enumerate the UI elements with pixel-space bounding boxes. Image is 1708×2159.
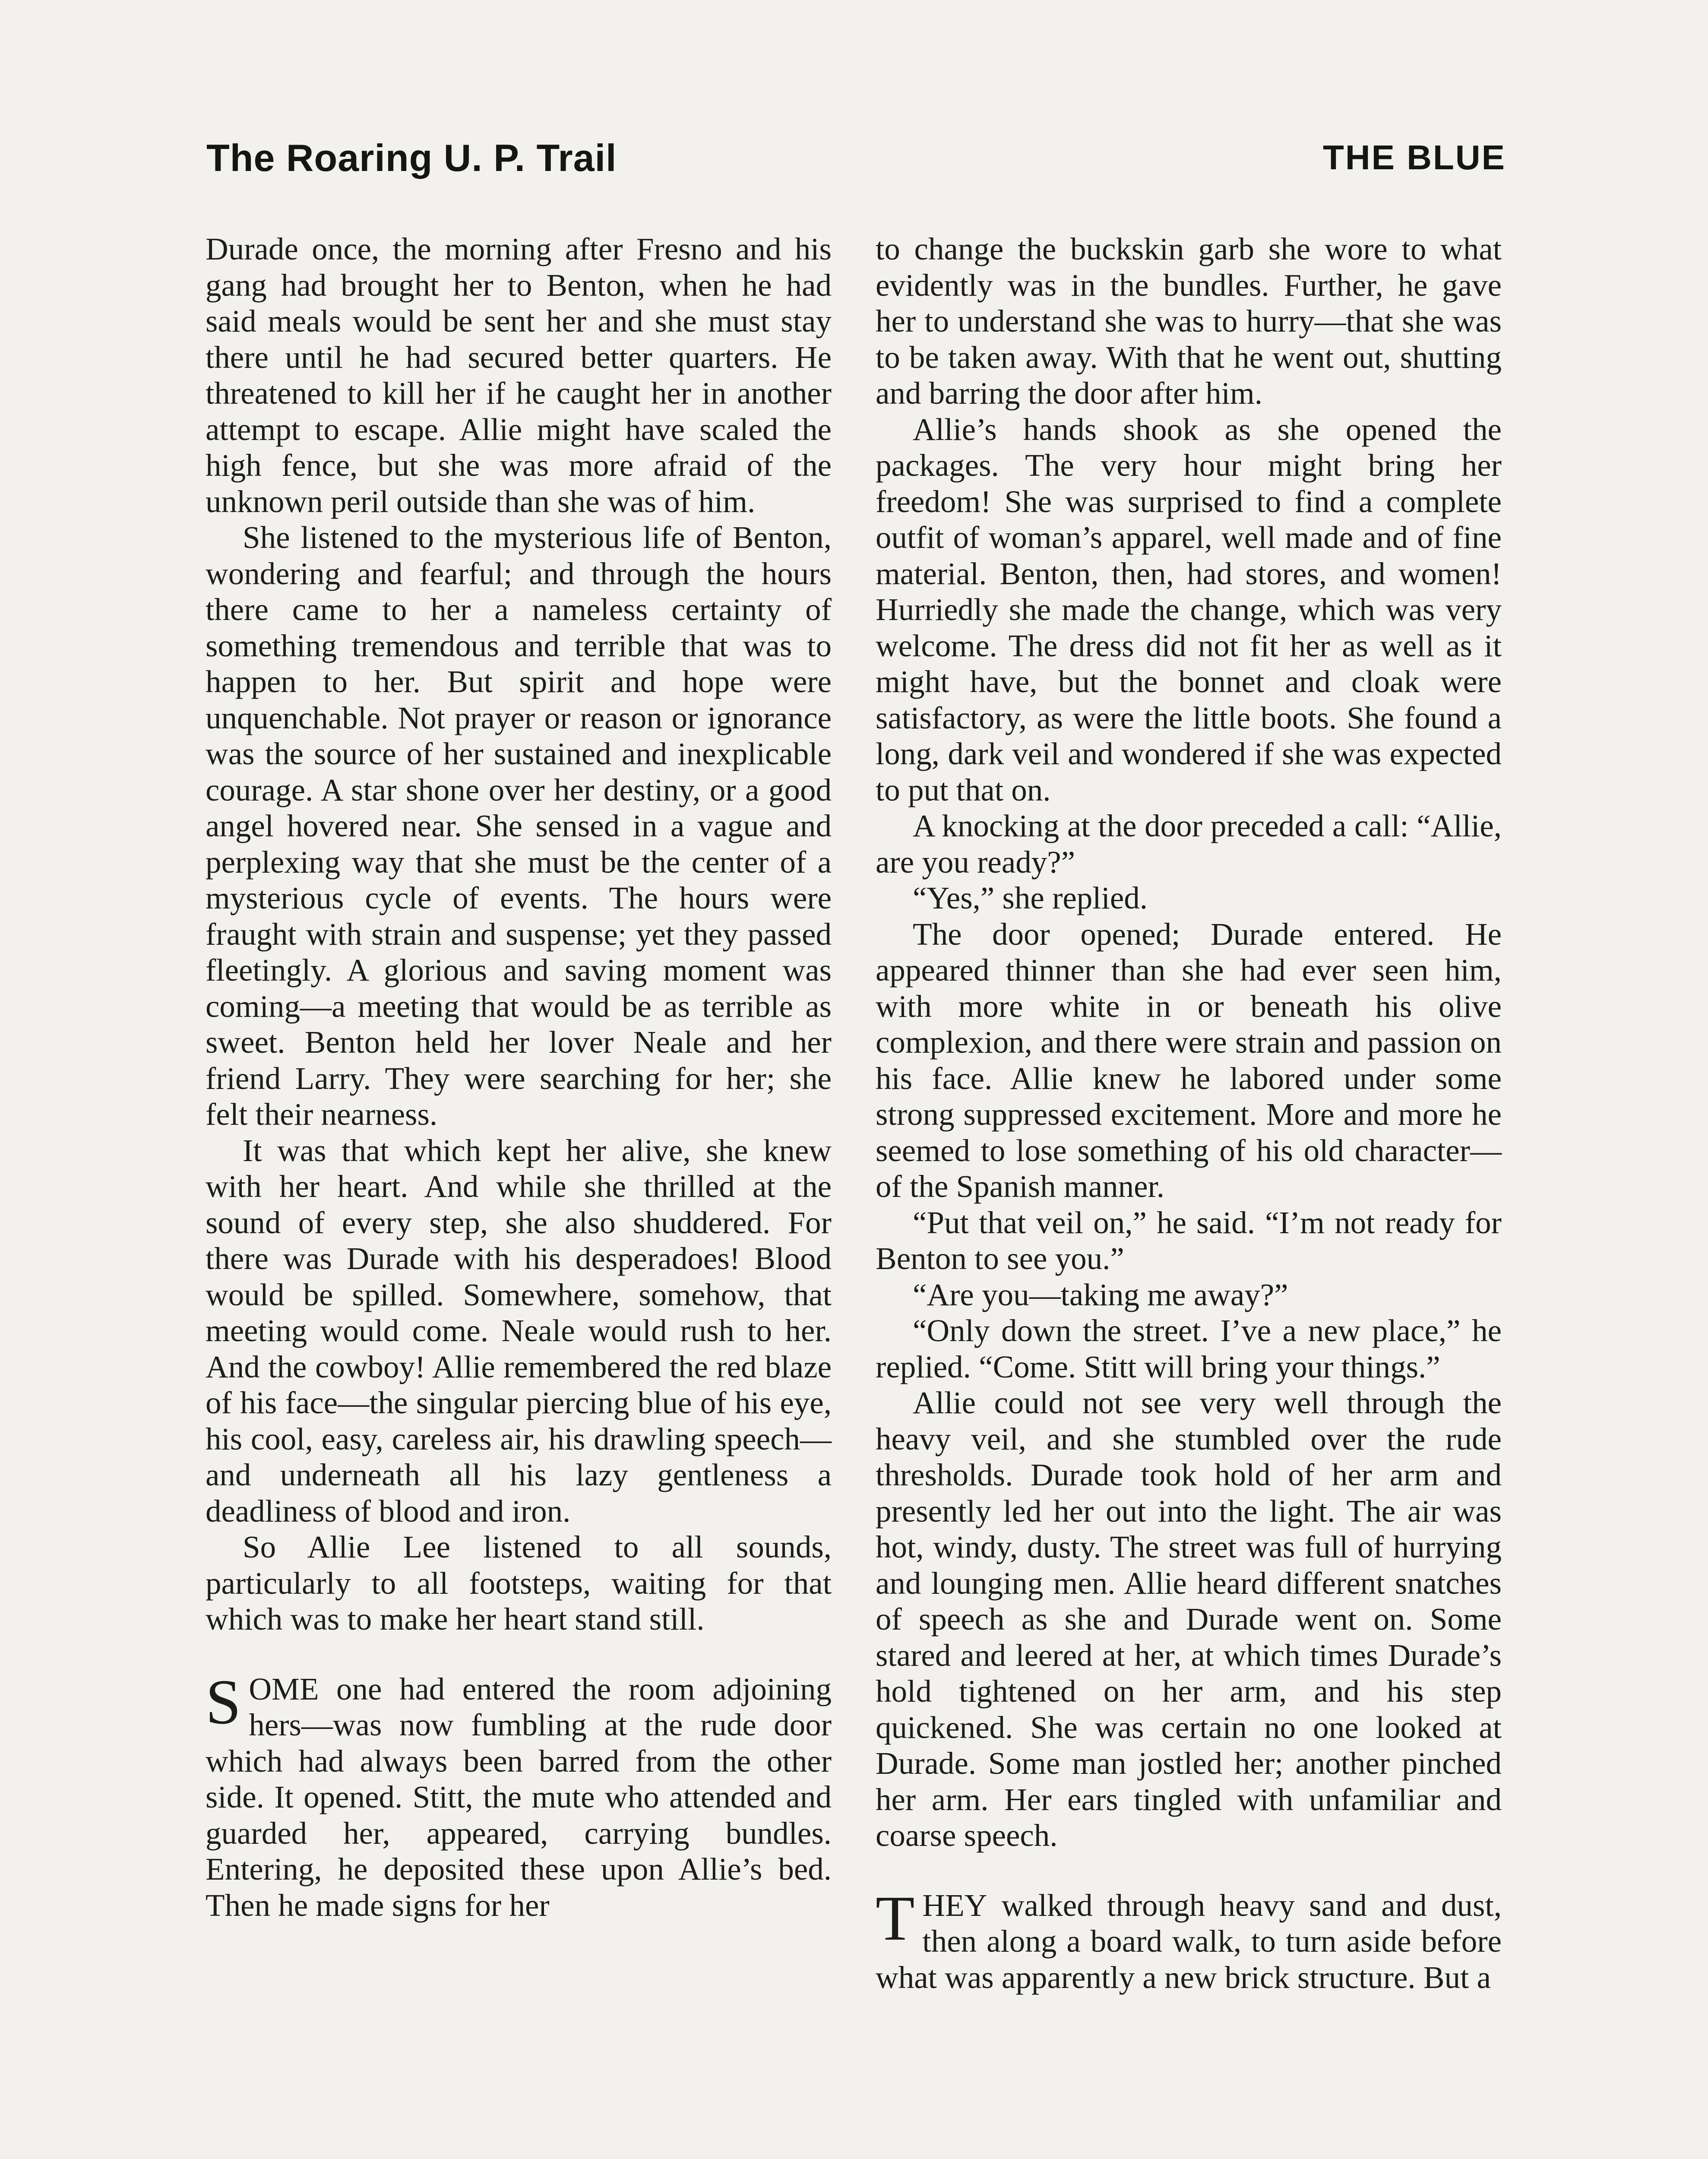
paragraph: Durade once, the morning after Fresno and his gang had brought her to Benton, when he had said meals would be sent her and she must stay there until he had secured better quarters. He threatened to kill her if he caught her in another attempt to escape. Allie might have scaled the high fence, but she was more afraid of the unknown peril outside than she was of him. [206, 231, 832, 519]
paragraph-text: one had entered the room adjoining hers—was now fumbling at the rude door which had always been barred from the other side. It opened. Stitt, the mute who attended and guarded her, appeared, carrying bundles. Entering, he deposited these upon Allie’s bed. Then he made signs for her [206, 1671, 832, 1923]
paragraph: A knocking at the door preceded a call: “Allie, are you ready?” [876, 808, 1502, 880]
running-head [206, 136, 1506, 196]
left-column [206, 231, 832, 1923]
paragraph: “Only down the street. I’ve a new place,” he replied. “Come. Stitt will bring your things.” [876, 1313, 1502, 1384]
paragraph: “Yes,” she replied. [913, 880, 1148, 915]
magazine-name: THE BLUE [1323, 138, 1506, 177]
paragraph: The door opened; Durade entered. He appeared thinner than she had ever seen him, with more white in or beneath his olive complexion, and there were strain and passion on his face. Allie knew he labored under some strong suppressed excitement. More and more he seemed to lose something of his old character—of the Spanish manner. [876, 916, 1502, 1204]
paragraph: “Are you—taking me away?” [913, 1277, 1288, 1312]
paragraph: to change the buckskin garb she wore to what evidently was in the bundles. Further, he gave her to understand she was to hurry—that she was to be taken away. With that he went out, shutting and barring the door after him. [876, 231, 1502, 411]
section-paragraph [876, 1883, 1502, 1996]
drop-cap: S [206, 1666, 241, 1738]
section-paragraph [206, 1666, 832, 1924]
paragraph: “Put that veil on,” he said. “I’m not ready for Benton to see you.” [876, 1205, 1502, 1276]
drop-cap: T [876, 1883, 915, 1954]
paragraph: She listened to the mysterious life of Benton, wondering and fearful; and through the hours there came to her a nameless certainty of something tremendous and terrible that was to happen to her. But spirit and hope were unquenchable. Not prayer or reason or ignorance was the source of her sustained and inexplicable courage. A star shone over her destiny, or a good angel hovered near. She sensed in a vague and perplexing way that she must be the center of a mysterious cycle of events. The hours were fraught with strain and suspense; yet they passed fleetingly. A glorious and saving moment was coming—a meeting that would be as terrible as sweet. Benton held her lover Neale and her friend Larry. They were searching for her; she felt their nearness. [206, 520, 832, 1132]
small-caps-lead: OME [249, 1671, 319, 1706]
paragraph: It was that which kept her alive, she knew with her heart. And while she thrilled at the sound of every step, she also shuddered. For there was Durade with his desperadoes! Blood would be spilled. Somewhere, somehow, that meeting would come. Neale would rush to her. And the cowboy! Allie remembered the red blaze of his face—the singular piercing blue of his eye, his cool, easy, careless air, his drawling speech—and underneath all his lazy gentleness a deadliness of blood and iron. [206, 1133, 832, 1529]
paragraph-text: walked through heavy sand and dust, then along a board walk, to turn aside before what was apparently a new brick structure. But a [876, 1887, 1502, 1995]
paragraph: So Allie Lee listened to all sounds, particularly to all footsteps, waiting for that which was to make her heart stand still. [206, 1529, 832, 1637]
right-column [876, 231, 1502, 1995]
story-title: The Roaring U. P. Trail [206, 136, 617, 179]
small-caps-lead: HEY [922, 1887, 987, 1923]
paragraph: Allie’s hands shook as she opened the packages. The very hour might bring her freedom! She was surprised to find a complete outfit of woman’s apparel, well made and of fine material. Benton, then, had stores, and women! Hurriedly she made the change, which was very welcome. The dress did not fit her as well as it might have, but the bonnet and cloak were satisfactory, as were the little boots. She found a long, dark veil and wondered if she was expected to put that on. [876, 412, 1502, 807]
paragraph: Allie could not see very well through the heavy veil, and she stumbled over the rude thresholds. Durade took hold of her arm and presently led her out into the light. The air was hot, windy, dusty. The street was full of hurrying and lounging men. Allie heard different snatches of speech as she and Durade went on. Some stared and leered at her, at which times Durade’s hold tightened on her arm, and his step quickened. She was certain no one looked at Durade. Some man jostled her; another pinched her arm. Her ears tingled with unfamiliar and coarse speech. [876, 1385, 1502, 1853]
